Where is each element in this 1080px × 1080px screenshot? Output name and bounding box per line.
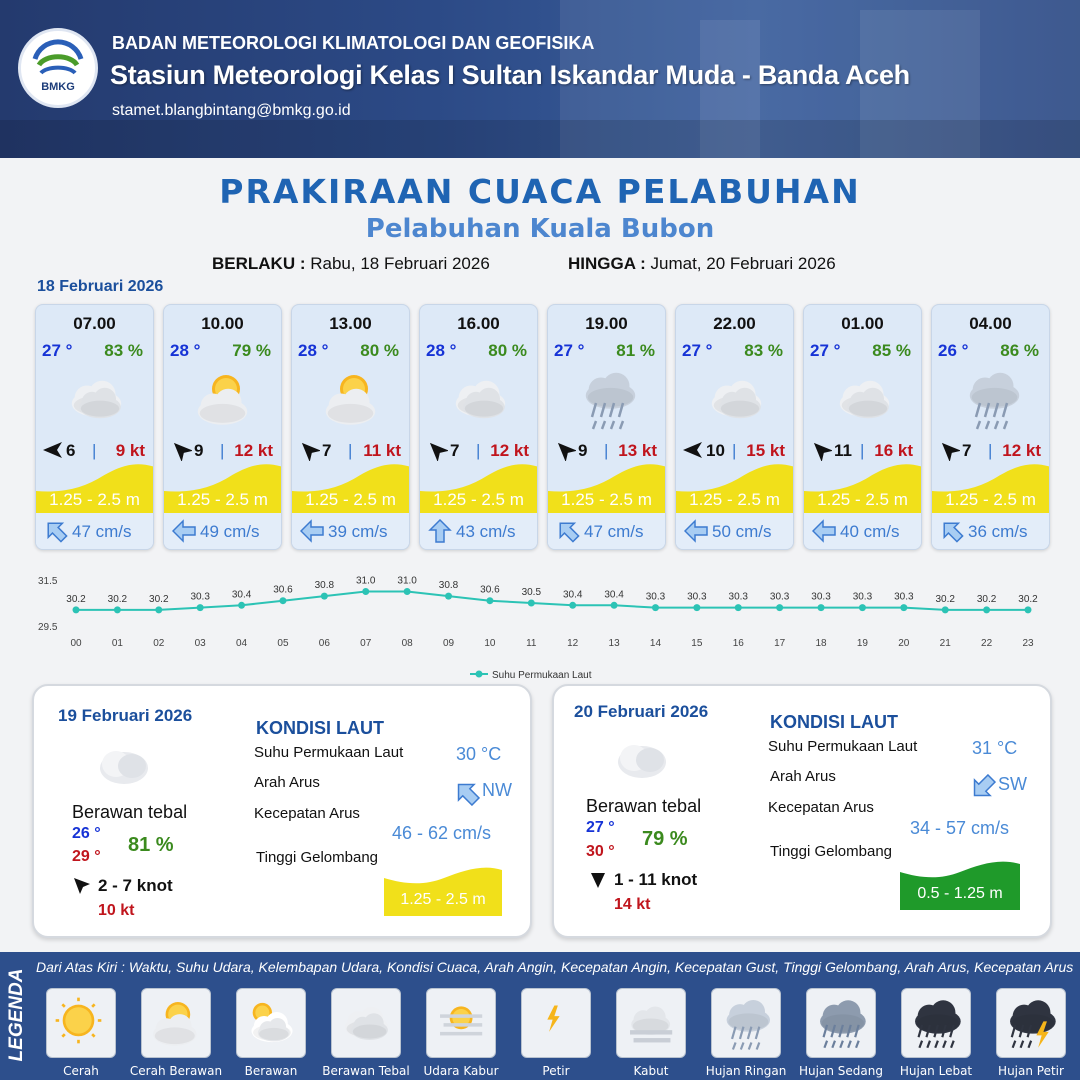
wave-height: 1.25 - 2.5 m xyxy=(177,490,268,509)
wind-speed: 7 xyxy=(450,441,460,460)
legend-label: Suhu Permukaan Laut xyxy=(492,670,592,681)
legend-marker xyxy=(476,671,483,678)
data-point xyxy=(528,600,535,607)
sst-value: 31 °C xyxy=(972,738,1018,758)
wind-direction-icon xyxy=(298,439,320,461)
data-label: 30.2 xyxy=(149,593,169,605)
gust-speed: 12 kt xyxy=(234,441,273,460)
legend-icon-box xyxy=(711,988,781,1058)
wind-speed: 7 xyxy=(322,441,332,460)
agency-name: BADAN METEOROLOGI KLIMATOLOGI DAN GEOFISIKA xyxy=(112,33,595,53)
arus-label: Arah Arus xyxy=(254,774,320,791)
legend-icon-box xyxy=(616,988,686,1058)
data-point xyxy=(362,588,369,595)
data-label: 30.3 xyxy=(687,591,707,603)
wave-height-badge xyxy=(384,864,502,916)
data-label: 30.2 xyxy=(976,593,997,605)
data-point xyxy=(238,602,245,609)
current-speed: 49 cm/s xyxy=(200,522,260,541)
kondisi-laut-title: KONDISI LAUT xyxy=(770,712,898,732)
legend-icon-box xyxy=(426,988,496,1058)
humidity: 83 % xyxy=(104,341,143,360)
forecast-card xyxy=(35,304,154,550)
data-point xyxy=(445,593,452,600)
legend-icon-box xyxy=(46,988,116,1058)
data-point xyxy=(735,604,742,611)
current-direction-icon xyxy=(556,519,580,543)
humidity: 81 % xyxy=(128,834,174,856)
berawan-tebal-icon xyxy=(832,367,898,433)
x-tick-label: 11 xyxy=(526,638,537,649)
wind-range: 2 - 7 knot xyxy=(98,876,173,895)
port-name: Pelabuhan Kuala Bubon xyxy=(365,214,715,244)
day-panel-20 xyxy=(552,684,1052,938)
current-direction-icon xyxy=(812,519,836,543)
gelombang-label: Tinggi Gelombang xyxy=(770,843,893,860)
legend-icon-box xyxy=(236,988,306,1058)
kecepatan-label: Kecepatan Arus xyxy=(768,799,874,816)
kecepatan-label: Kecepatan Arus xyxy=(254,805,360,822)
legend-label: Hujan Petir xyxy=(998,1064,1064,1078)
data-label: 30.2 xyxy=(66,593,86,605)
wind-speed: 9 xyxy=(578,441,588,460)
legend-icon-box xyxy=(521,988,591,1058)
y-tick-label: 31.5 xyxy=(38,576,58,587)
udara-kabur-icon xyxy=(433,995,491,1053)
valid-from xyxy=(212,254,490,274)
data-label: 30.4 xyxy=(562,589,583,601)
legend-icon-box xyxy=(901,988,971,1058)
x-tick-label: 12 xyxy=(567,638,579,649)
wind-direction-icon xyxy=(810,439,832,461)
data-point xyxy=(73,606,80,613)
data-label: 30.3 xyxy=(728,591,748,603)
current-speed: 50 cm/s xyxy=(712,522,772,541)
data-point xyxy=(114,606,121,613)
air-temperature: 28 ° xyxy=(426,341,457,360)
forecast-time: 22.00 xyxy=(713,314,756,333)
data-point xyxy=(486,597,493,604)
current-speed: 36 cm/s xyxy=(968,522,1028,541)
hujan-ringan-icon xyxy=(576,367,642,433)
data-label: 31.0 xyxy=(356,575,376,587)
separator: | xyxy=(348,441,353,460)
wave-height: 1.25 - 2.5 m xyxy=(305,490,396,509)
current-direction-icon xyxy=(684,519,708,543)
petir-icon xyxy=(528,995,586,1053)
cerah-berawan-icon xyxy=(148,995,206,1053)
wind-direction-icon xyxy=(72,876,92,896)
wind-direction-icon xyxy=(554,439,576,461)
berawan-tebal-icon xyxy=(448,367,514,433)
x-tick-label: 18 xyxy=(815,638,827,649)
legend-icon-box xyxy=(141,988,211,1058)
humidity: 85 % xyxy=(872,341,911,360)
humidity: 81 % xyxy=(616,341,655,360)
separator: | xyxy=(860,441,865,460)
current-direction-icon xyxy=(172,519,196,543)
cerah-berawan-icon xyxy=(320,367,386,433)
humidity: 80 % xyxy=(360,341,399,360)
forecast-card xyxy=(163,304,282,550)
data-point xyxy=(818,604,825,611)
forecast-time: 19.00 xyxy=(585,314,628,333)
gust-speed: 13 kt xyxy=(618,441,657,460)
wind-range: 1 - 11 knot xyxy=(614,870,698,889)
arus-value: SW xyxy=(998,774,1027,794)
air-temperature: 27 ° xyxy=(554,341,585,360)
cerah-icon xyxy=(53,995,111,1053)
data-point xyxy=(693,604,700,611)
wind-speed: 6 xyxy=(66,441,76,460)
page-title: PRAKIRAAN CUACA PELABUHAN xyxy=(219,172,861,211)
x-tick-label: 16 xyxy=(732,638,744,649)
current-direction-icon xyxy=(44,519,68,543)
data-label: 30.3 xyxy=(852,591,873,603)
air-temperature: 26 ° xyxy=(938,341,969,360)
data-label: 30.2 xyxy=(1018,593,1038,605)
legend-icon-box xyxy=(331,988,401,1058)
gust: 14 kt xyxy=(614,896,651,913)
x-tick-label: 17 xyxy=(774,638,786,649)
air-temperature: 28 ° xyxy=(170,341,201,360)
arus-label: Arah Arus xyxy=(770,768,836,785)
condition-text: Berawan tebal xyxy=(72,802,188,822)
x-tick-label: 01 xyxy=(111,638,123,649)
x-tick-label: 03 xyxy=(194,638,206,649)
x-tick-label: 00 xyxy=(70,638,82,649)
separator: | xyxy=(220,441,225,460)
data-point xyxy=(859,604,866,611)
wind-direction-icon xyxy=(170,439,192,461)
air-temperature: 28 ° xyxy=(298,341,329,360)
hujan-lebat-icon xyxy=(908,995,966,1053)
forecast-time: 13.00 xyxy=(329,314,372,333)
data-label: 30.8 xyxy=(438,580,459,592)
gust-speed: 16 kt xyxy=(874,441,913,460)
data-label: 30.2 xyxy=(107,593,128,605)
valid-to xyxy=(568,254,836,274)
data-label: 30.4 xyxy=(231,589,252,601)
kabut-icon xyxy=(623,995,681,1053)
separator: | xyxy=(732,441,737,460)
legend-label: Berawan xyxy=(244,1064,298,1078)
wind-direction-icon xyxy=(588,870,608,890)
hujan-petir-icon xyxy=(1003,995,1061,1053)
current-direction-icon xyxy=(940,519,964,543)
panel-date: 19 Februari 2026 xyxy=(58,706,193,725)
data-label: 30.3 xyxy=(769,591,790,603)
humidity: 86 % xyxy=(1000,341,1039,360)
day1-date: 18 Februari 2026 xyxy=(37,278,164,295)
forecast-time: 10.00 xyxy=(201,314,244,333)
data-label: 30.3 xyxy=(811,591,831,603)
hujan-sedang-icon xyxy=(813,995,871,1053)
arus-value: NW xyxy=(482,780,512,800)
valid-to-label: HINGGA : xyxy=(568,254,646,273)
berawan-tebal-icon xyxy=(92,738,156,788)
data-label: 30.6 xyxy=(480,584,500,596)
gust-speed: 12 kt xyxy=(490,441,529,460)
condition-text: Berawan tebal xyxy=(586,796,702,816)
sst-value: 30 °C xyxy=(456,744,502,764)
legend-icon-box xyxy=(806,988,876,1058)
data-point xyxy=(983,606,990,613)
forecast-card xyxy=(675,304,794,550)
x-tick-label: 15 xyxy=(691,638,703,649)
legend-label: Hujan Lebat xyxy=(899,1064,973,1078)
data-label: 30.3 xyxy=(894,591,914,603)
wind-speed: 7 xyxy=(962,441,972,460)
wind-speed: 10 xyxy=(706,441,725,460)
forecast-time: 01.00 xyxy=(841,314,884,333)
valid-from-label: BERLAKU : xyxy=(212,254,306,273)
kecepatan-value: 46 - 62 cm/s xyxy=(392,823,492,843)
wave-height: 1.25 - 2.5 m xyxy=(689,490,780,509)
legend-icon-box xyxy=(996,988,1066,1058)
air-temperature: 27 ° xyxy=(42,341,73,360)
wave-height-value: 0.5 - 1.25 m xyxy=(917,885,1003,902)
data-point xyxy=(776,604,783,611)
humidity: 80 % xyxy=(488,341,527,360)
data-point xyxy=(404,588,411,595)
forecast-card xyxy=(291,304,410,550)
berawan-tebal-icon xyxy=(64,367,130,433)
legend-label: Berawan Tebal xyxy=(322,1064,410,1078)
data-label: 30.4 xyxy=(604,589,624,601)
current-speed: 47 cm/s xyxy=(72,522,132,541)
legend-label: Cerah Berawan xyxy=(129,1064,223,1078)
x-tick-label: 08 xyxy=(401,638,413,649)
hujan-ringan-icon xyxy=(960,367,1026,433)
data-point xyxy=(652,604,659,611)
forecast-card xyxy=(803,304,922,550)
berawan-icon xyxy=(243,995,301,1053)
separator: | xyxy=(604,441,609,460)
wind-direction-icon xyxy=(938,439,960,461)
current-speed: 43 cm/s xyxy=(456,522,516,541)
data-label: 30.8 xyxy=(314,580,335,592)
berawan-tebal-icon xyxy=(610,732,674,782)
gust: 10 kt xyxy=(98,902,135,919)
x-tick-label: 13 xyxy=(608,638,620,649)
data-point xyxy=(900,604,907,611)
data-point xyxy=(1025,606,1032,613)
cerah-berawan-icon xyxy=(192,367,258,433)
forecast-card xyxy=(547,304,666,550)
data-label: 30.3 xyxy=(190,591,210,603)
data-label: 30.3 xyxy=(645,591,666,603)
x-tick-label: 02 xyxy=(153,638,165,649)
data-point xyxy=(155,606,162,613)
x-tick-label: 21 xyxy=(939,638,951,649)
data-point xyxy=(569,602,576,609)
data-point xyxy=(942,606,949,613)
current-speed: 40 cm/s xyxy=(840,522,900,541)
wind-speed: 9 xyxy=(194,441,204,460)
data-point xyxy=(611,602,618,609)
bmkg-logo xyxy=(18,28,98,108)
kecepatan-value: 34 - 57 cm/s xyxy=(910,818,1010,838)
x-tick-label: 10 xyxy=(484,638,496,649)
x-tick-label: 05 xyxy=(277,638,289,649)
air-temperature: 27 ° xyxy=(810,341,841,360)
wave-height: 1.25 - 2.5 m xyxy=(49,490,140,509)
x-tick-label: 19 xyxy=(856,638,868,649)
current-direction-icon xyxy=(970,774,996,800)
gust-speed: 9 kt xyxy=(115,441,145,460)
current-direction-icon xyxy=(300,519,324,543)
wave-height: 1.25 - 2.5 m xyxy=(945,490,1036,509)
separator: | xyxy=(476,441,481,460)
x-tick-label: 20 xyxy=(898,638,910,649)
wind-direction-icon xyxy=(42,439,64,461)
hujan-ringan-icon xyxy=(718,995,776,1053)
data-label: 30.6 xyxy=(273,584,293,596)
x-tick-label: 04 xyxy=(236,638,248,649)
valid-from-value: Rabu, 18 Februari 2026 xyxy=(310,254,490,273)
station-email[interactable]: stamet.blangbintang@bmkg.go.id xyxy=(112,102,351,119)
wave-height-value: 1.25 - 2.5 m xyxy=(400,891,486,908)
gust-speed: 12 kt xyxy=(1002,441,1041,460)
valid-to-value: Jumat, 20 Februari 2026 xyxy=(650,254,836,273)
forecast-time: 16.00 xyxy=(457,314,500,333)
forecast-time: 04.00 xyxy=(969,314,1012,333)
legend-label: Kabut xyxy=(633,1064,669,1078)
forecast-time: 07.00 xyxy=(73,314,116,333)
wind-direction-icon xyxy=(682,439,704,461)
berawan-tebal-icon xyxy=(704,367,770,433)
temp-max: 30 ° xyxy=(586,843,615,860)
forecast-card xyxy=(931,304,1050,550)
legend-label: Hujan Sedang xyxy=(799,1064,883,1078)
temp-min: 26 ° xyxy=(72,825,101,842)
data-point xyxy=(197,604,204,611)
data-point xyxy=(279,597,286,604)
data-label: 30.2 xyxy=(935,593,955,605)
x-tick-label: 14 xyxy=(649,638,662,649)
legend-label: Cerah xyxy=(63,1064,99,1078)
current-direction-icon xyxy=(428,519,452,543)
station-name: Stasiun Meteorologi Kelas I Sultan Iskandar Muda - Banda Aceh xyxy=(110,60,910,90)
humidity: 79 % xyxy=(232,341,271,360)
gelombang-label: Tinggi Gelombang xyxy=(256,849,379,866)
legend-label: Hujan Ringan xyxy=(705,1064,787,1078)
sst-label: Suhu Permukaan Laut xyxy=(768,738,918,755)
forecast-card xyxy=(419,304,538,550)
berawan-tebal-icon xyxy=(338,995,396,1053)
temp-min: 27 ° xyxy=(586,819,615,836)
x-tick-label: 09 xyxy=(442,638,455,649)
logo-text: BMKG xyxy=(41,81,75,93)
humidity: 83 % xyxy=(744,341,783,360)
wave-height: 1.25 - 2.5 m xyxy=(817,490,908,509)
wind-speed: 11 xyxy=(834,441,852,460)
legend-label: Petir xyxy=(542,1064,570,1078)
legend-label: Udara Kabur xyxy=(423,1064,499,1078)
sst-label: Suhu Permukaan Laut xyxy=(254,744,404,761)
temp-max: 29 ° xyxy=(72,848,101,865)
wave-height: 1.25 - 2.5 m xyxy=(433,490,524,509)
x-tick-label: 06 xyxy=(318,638,330,649)
kondisi-laut-title: KONDISI LAUT xyxy=(256,718,384,738)
current-speed: 47 cm/s xyxy=(584,522,644,541)
x-tick-label: 23 xyxy=(1022,638,1034,649)
x-tick-label: 22 xyxy=(981,638,993,649)
legend-title: LEGENDA xyxy=(6,968,27,1062)
current-direction-icon xyxy=(454,780,480,806)
data-point xyxy=(321,593,328,600)
x-tick-label: 07 xyxy=(360,638,372,649)
air-temperature: 27 ° xyxy=(682,341,713,360)
wave-height: 1.25 - 2.5 m xyxy=(561,490,652,509)
panel-date: 20 Februari 2026 xyxy=(574,702,709,721)
data-label: 30.5 xyxy=(521,587,542,598)
gust-speed: 11 kt xyxy=(363,441,401,460)
current-speed: 39 cm/s xyxy=(328,522,388,541)
data-label: 31.0 xyxy=(397,575,417,587)
separator: | xyxy=(988,441,993,460)
sst-chart xyxy=(20,560,1070,690)
wind-direction-icon xyxy=(426,439,448,461)
sst-line xyxy=(76,592,1028,610)
humidity: 79 % xyxy=(642,828,688,850)
separator: | xyxy=(92,441,97,460)
day-panel-19 xyxy=(32,684,532,938)
y-tick-label: 29.5 xyxy=(38,622,58,633)
legend-description: Dari Atas Kiri : Waktu, Suhu Udara, Kelembapan Udara, Kondisi Cuaca, Arah Angin, Kecepatan Angin, Kecepatan Gust, Tinggi Gelombang, Arah Arus, Kecepatan Arus xyxy=(36,959,1074,975)
gust-speed: 15 kt xyxy=(746,441,785,460)
wave-height-badge xyxy=(900,858,1020,910)
legend-title-block xyxy=(0,952,32,1080)
